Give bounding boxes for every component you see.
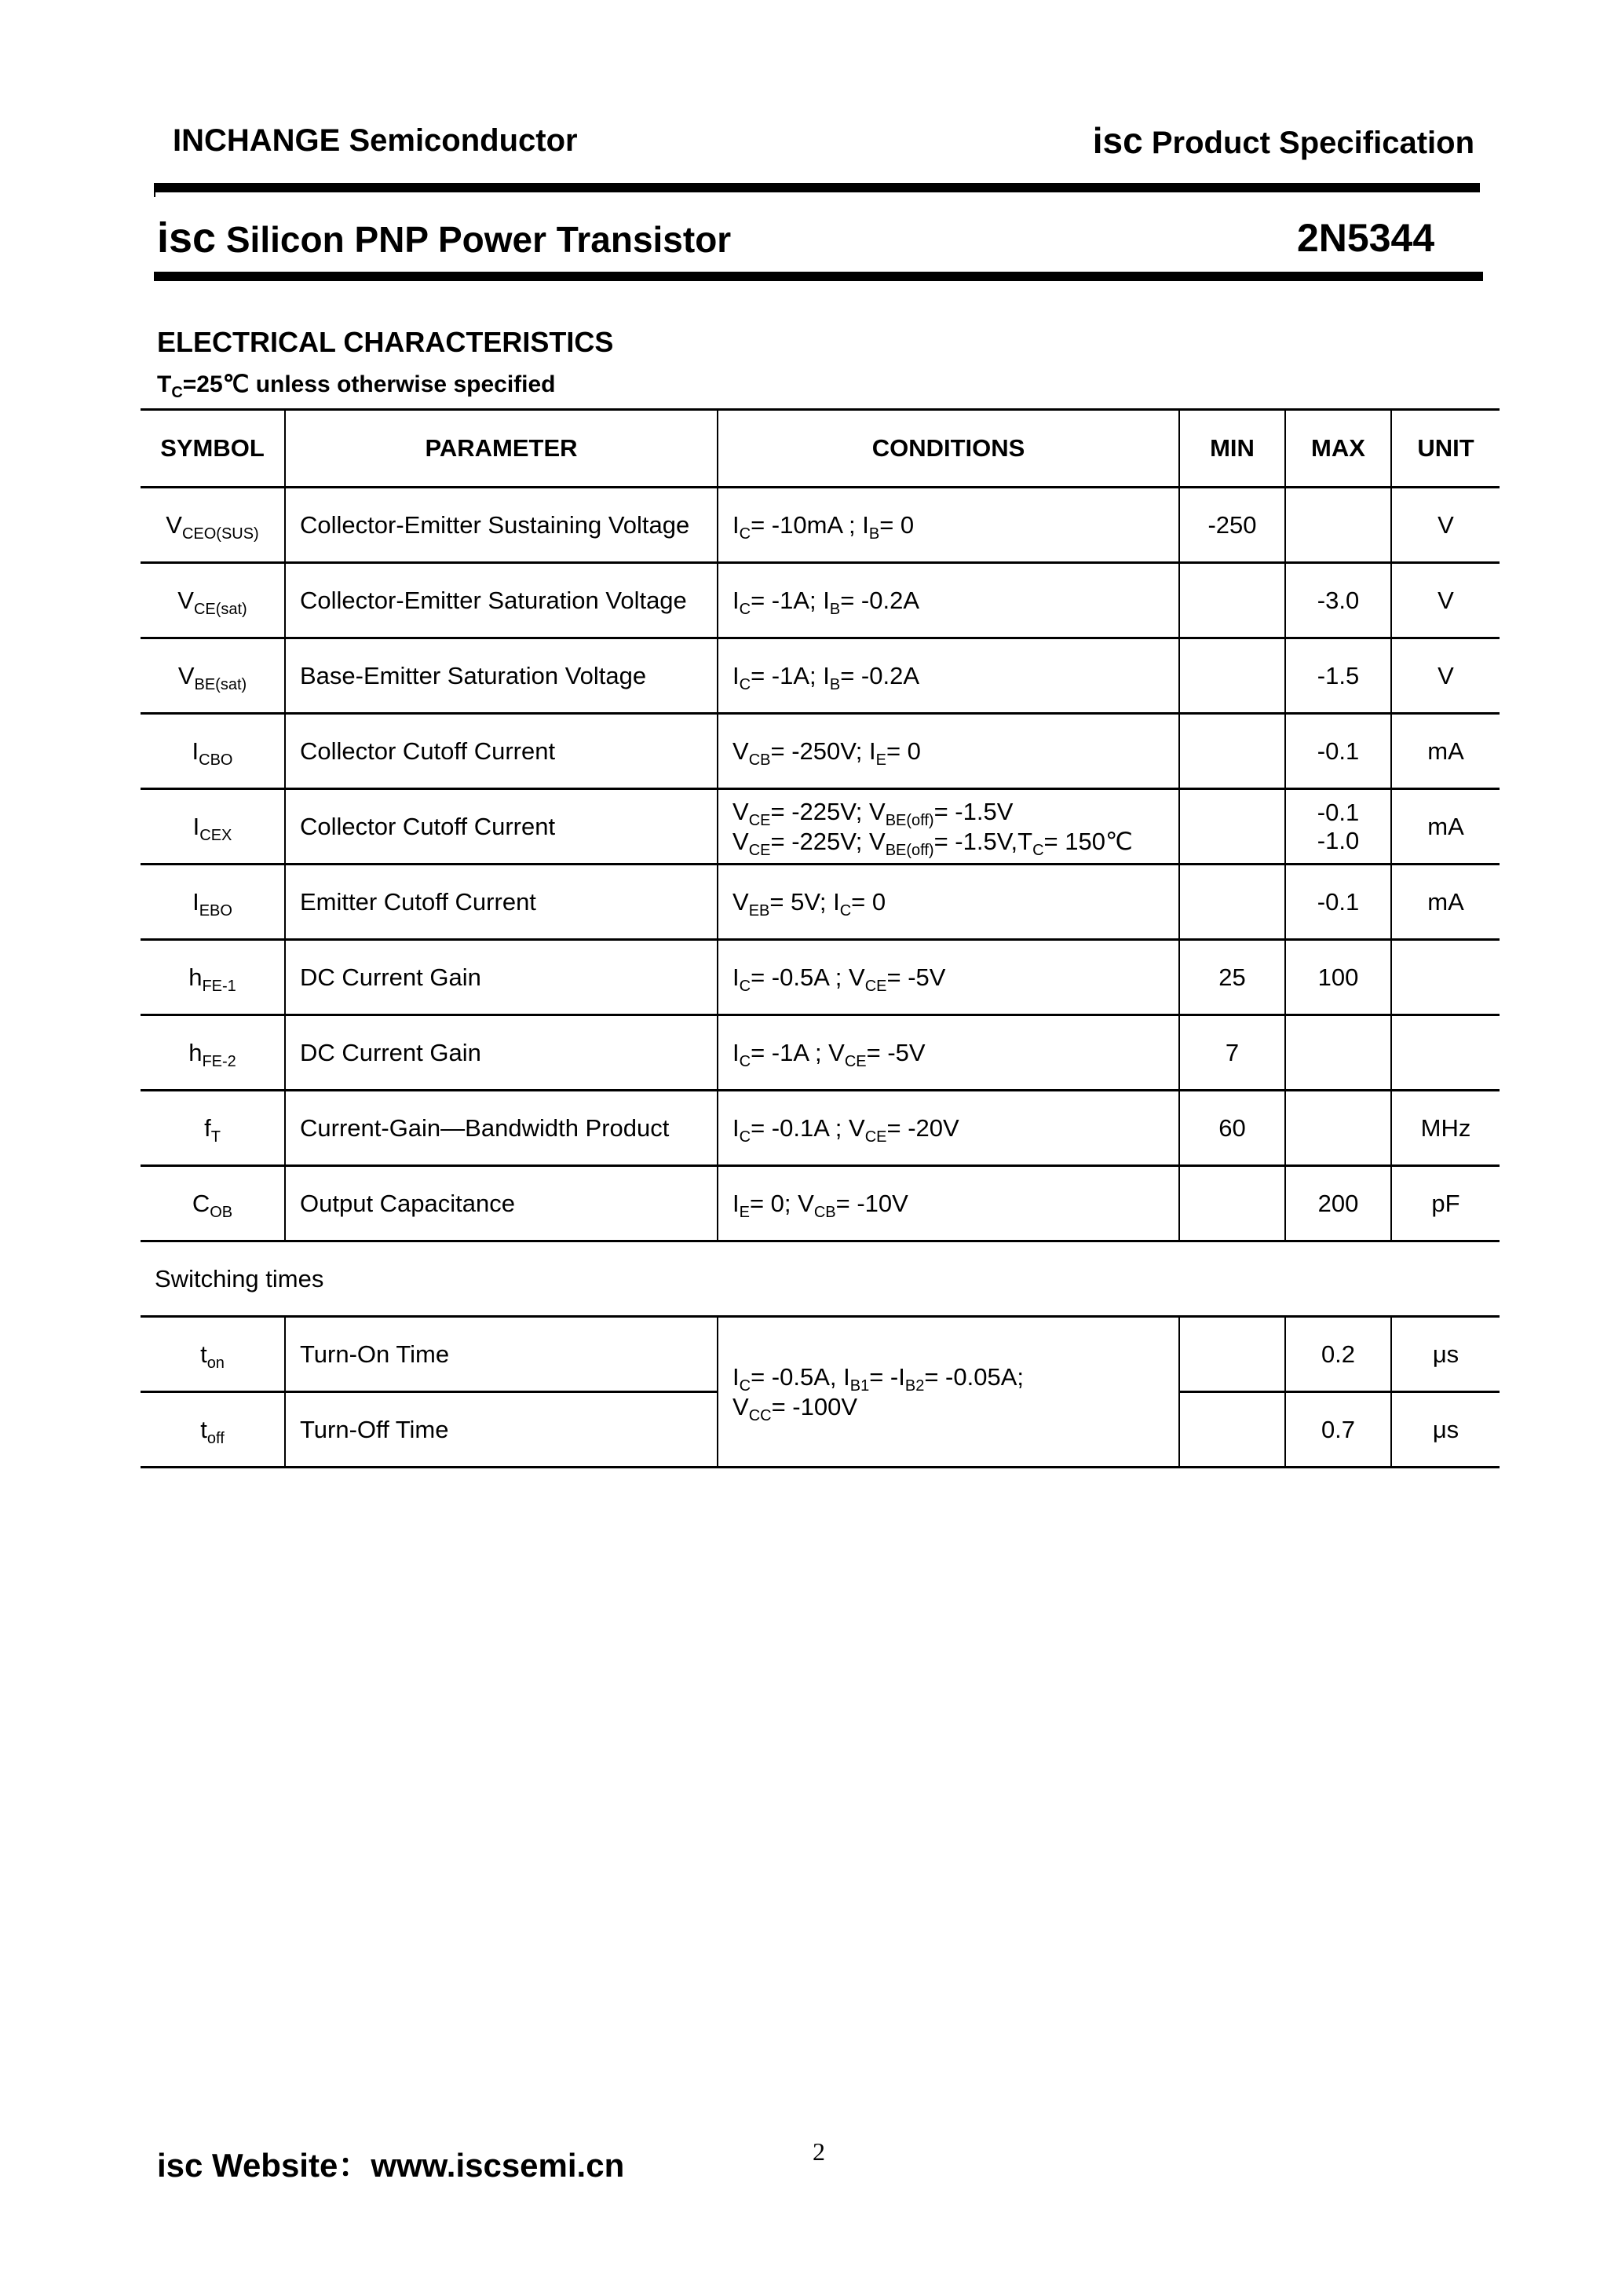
col-max: MAX [1285, 410, 1391, 488]
conditions: $I_C= -10mA$ ; $I_B= 0$ [718, 488, 1179, 563]
conditions: $I_C= -1A$; $I_B= -0.2A$ [718, 638, 1179, 714]
parameter: Collector-Emitter Saturation Voltage [285, 563, 718, 638]
conditions: $V_{EB}= 5V$; $I_C= 0$ [718, 865, 1179, 940]
max-value: -0.1 [1285, 865, 1391, 940]
table-row [141, 789, 1500, 865]
max-value [1285, 1091, 1391, 1166]
page-title [157, 216, 731, 261]
conditions: $I_C= -0.5A$ ; $V_{CE}= -5V$ [718, 940, 1179, 1015]
symbol: $h_{FE-1}$ [141, 940, 285, 1015]
unit: mA [1391, 865, 1500, 940]
min-value [1179, 1166, 1285, 1241]
parameter: Output Capacitance [285, 1166, 718, 1241]
max-value [1285, 488, 1391, 563]
conditions: $V_{CB}= -250V$; $I_E= 0$ [718, 714, 1179, 789]
condition-line: $V_{CE}= -225V$; $V_{BE(off)}= -1.5V,T_C=$ 150℃ [732, 827, 1133, 859]
condition-line: $V_{CC}= -100V$ [732, 1392, 858, 1424]
symbol: $I_{EBO}$ [141, 865, 285, 940]
symbol: $t_{off}$ [141, 1392, 285, 1468]
col-conditions: CONDITIONS [718, 410, 1179, 488]
min-value [1179, 638, 1285, 714]
parameter: Base-Emitter Saturation Voltage [285, 638, 718, 714]
title-text: Silicon PNP Power Transistor [225, 219, 732, 260]
conditions: $I_E= 0$; $V_{CB}= -10V$ [718, 1166, 1179, 1241]
table-row [141, 638, 1500, 714]
min-value [1179, 1317, 1285, 1392]
unit: pF [1391, 1166, 1500, 1241]
table-row [141, 1166, 1500, 1241]
parameter: Turn-On Time [285, 1317, 718, 1392]
parameter: Turn-Off Time [285, 1392, 718, 1468]
header-rule [154, 183, 1480, 192]
characteristics-table [141, 408, 1500, 1468]
table-row [141, 714, 1500, 789]
table-row [141, 488, 1500, 563]
unit: μs [1391, 1392, 1500, 1468]
min-value [1179, 865, 1285, 940]
min-value: 7 [1179, 1015, 1285, 1091]
conditions [718, 1317, 1179, 1468]
col-parameter: PARAMETER [285, 410, 718, 488]
unit: V [1391, 638, 1500, 714]
unit [1391, 940, 1500, 1015]
max-value: -0.1 [1285, 714, 1391, 789]
symbol: $h_{FE-2}$ [141, 1015, 285, 1091]
table-row [141, 1317, 1500, 1392]
symbol: $t_{on}$ [141, 1317, 285, 1392]
symbol: $V_{BE(sat)}$ [141, 638, 285, 714]
max-value: 0.2 [1285, 1317, 1391, 1392]
conditions: $I_C= -1A$; $I_B= -0.2A$ [718, 563, 1179, 638]
symbol: $V_{CE(sat)}$ [141, 563, 285, 638]
condition-line: $V_{CE}= -225V$; $V_{BE(off)}= -1.5V$ [732, 797, 1014, 829]
table-row [141, 865, 1500, 940]
conditions [718, 789, 1179, 865]
conditions: $I_C= -0.1A$ ; $V_{CE}= -20V$ [718, 1091, 1179, 1166]
col-unit: UNIT [1391, 410, 1500, 488]
unit: V [1391, 488, 1500, 563]
unit: MHz [1391, 1091, 1500, 1166]
col-min: MIN [1179, 410, 1285, 488]
max-value: -0.1 -1.0 [1285, 789, 1391, 865]
header-rule-tick [154, 192, 155, 197]
conditions: $I_C= -1A$ ; $V_{CE}= -5V$ [718, 1015, 1179, 1091]
symbol: $I_{CEX}$ [141, 789, 285, 865]
parameter: Collector-Emitter Sustaining Voltage [285, 488, 718, 563]
unit: mA [1391, 789, 1500, 865]
switching-times-label: Switching times [141, 1241, 1500, 1317]
min-value [1179, 714, 1285, 789]
table-row [141, 1091, 1500, 1166]
title-rule [154, 272, 1483, 281]
max-value: -3.0 [1285, 563, 1391, 638]
spec-label [1093, 122, 1474, 162]
part-number: 2N5344 [1297, 216, 1435, 260]
min-value: -250 [1179, 488, 1285, 563]
company-name: INCHANGE Semiconductor [173, 123, 578, 158]
spec-prefix: isc [1092, 120, 1143, 161]
symbol: $I_{CBO}$ [141, 714, 285, 789]
min-value [1179, 563, 1285, 638]
table-header-row [141, 410, 1500, 488]
parameter: Emitter Cutoff Current [285, 865, 718, 940]
parameter: Collector Cutoff Current [285, 714, 718, 789]
min-value [1179, 789, 1285, 865]
min-value [1179, 1392, 1285, 1468]
max-value: 100 [1285, 940, 1391, 1015]
parameter: DC Current Gain [285, 940, 718, 1015]
col-symbol: SYMBOL [141, 410, 285, 488]
unit: mA [1391, 714, 1500, 789]
max-value: -1.5 [1285, 638, 1391, 714]
symbol: $f_T$ [141, 1091, 285, 1166]
section-condition: $T_C=25℃$ unless otherwise specified [157, 371, 556, 401]
table-row [141, 563, 1500, 638]
title-prefix: isc [157, 214, 217, 261]
table-row [141, 940, 1500, 1015]
parameter: Collector Cutoff Current [285, 789, 718, 865]
max-value: 0.7 [1285, 1392, 1391, 1468]
page-number: 2 [813, 2137, 825, 2166]
parameter: DC Current Gain [285, 1015, 718, 1091]
table-row [141, 1015, 1500, 1091]
max-value: 200 [1285, 1166, 1391, 1241]
symbol: $V_{CEO(SUS)}$ [141, 488, 285, 563]
parameter: Current-Gain—Bandwidth Product [285, 1091, 718, 1166]
max-value [1285, 1015, 1391, 1091]
condition-line: $I_C= -0.5A$, $I_{B1}= -I_{B2}= -0.05A$; [732, 1362, 1024, 1395]
section-heading: ELECTRICAL CHARACTERISTICS [157, 326, 614, 358]
min-value: 25 [1179, 940, 1285, 1015]
switching-times-row [141, 1241, 1500, 1317]
unit [1391, 1015, 1500, 1091]
spec-text: Product Specification [1151, 126, 1474, 160]
unit: V [1391, 563, 1500, 638]
unit: μs [1391, 1317, 1500, 1392]
min-value: 60 [1179, 1091, 1285, 1166]
symbol: $C_{OB}$ [141, 1166, 285, 1241]
website-footer: isc Website：www.iscsemi.cn [157, 2147, 625, 2184]
